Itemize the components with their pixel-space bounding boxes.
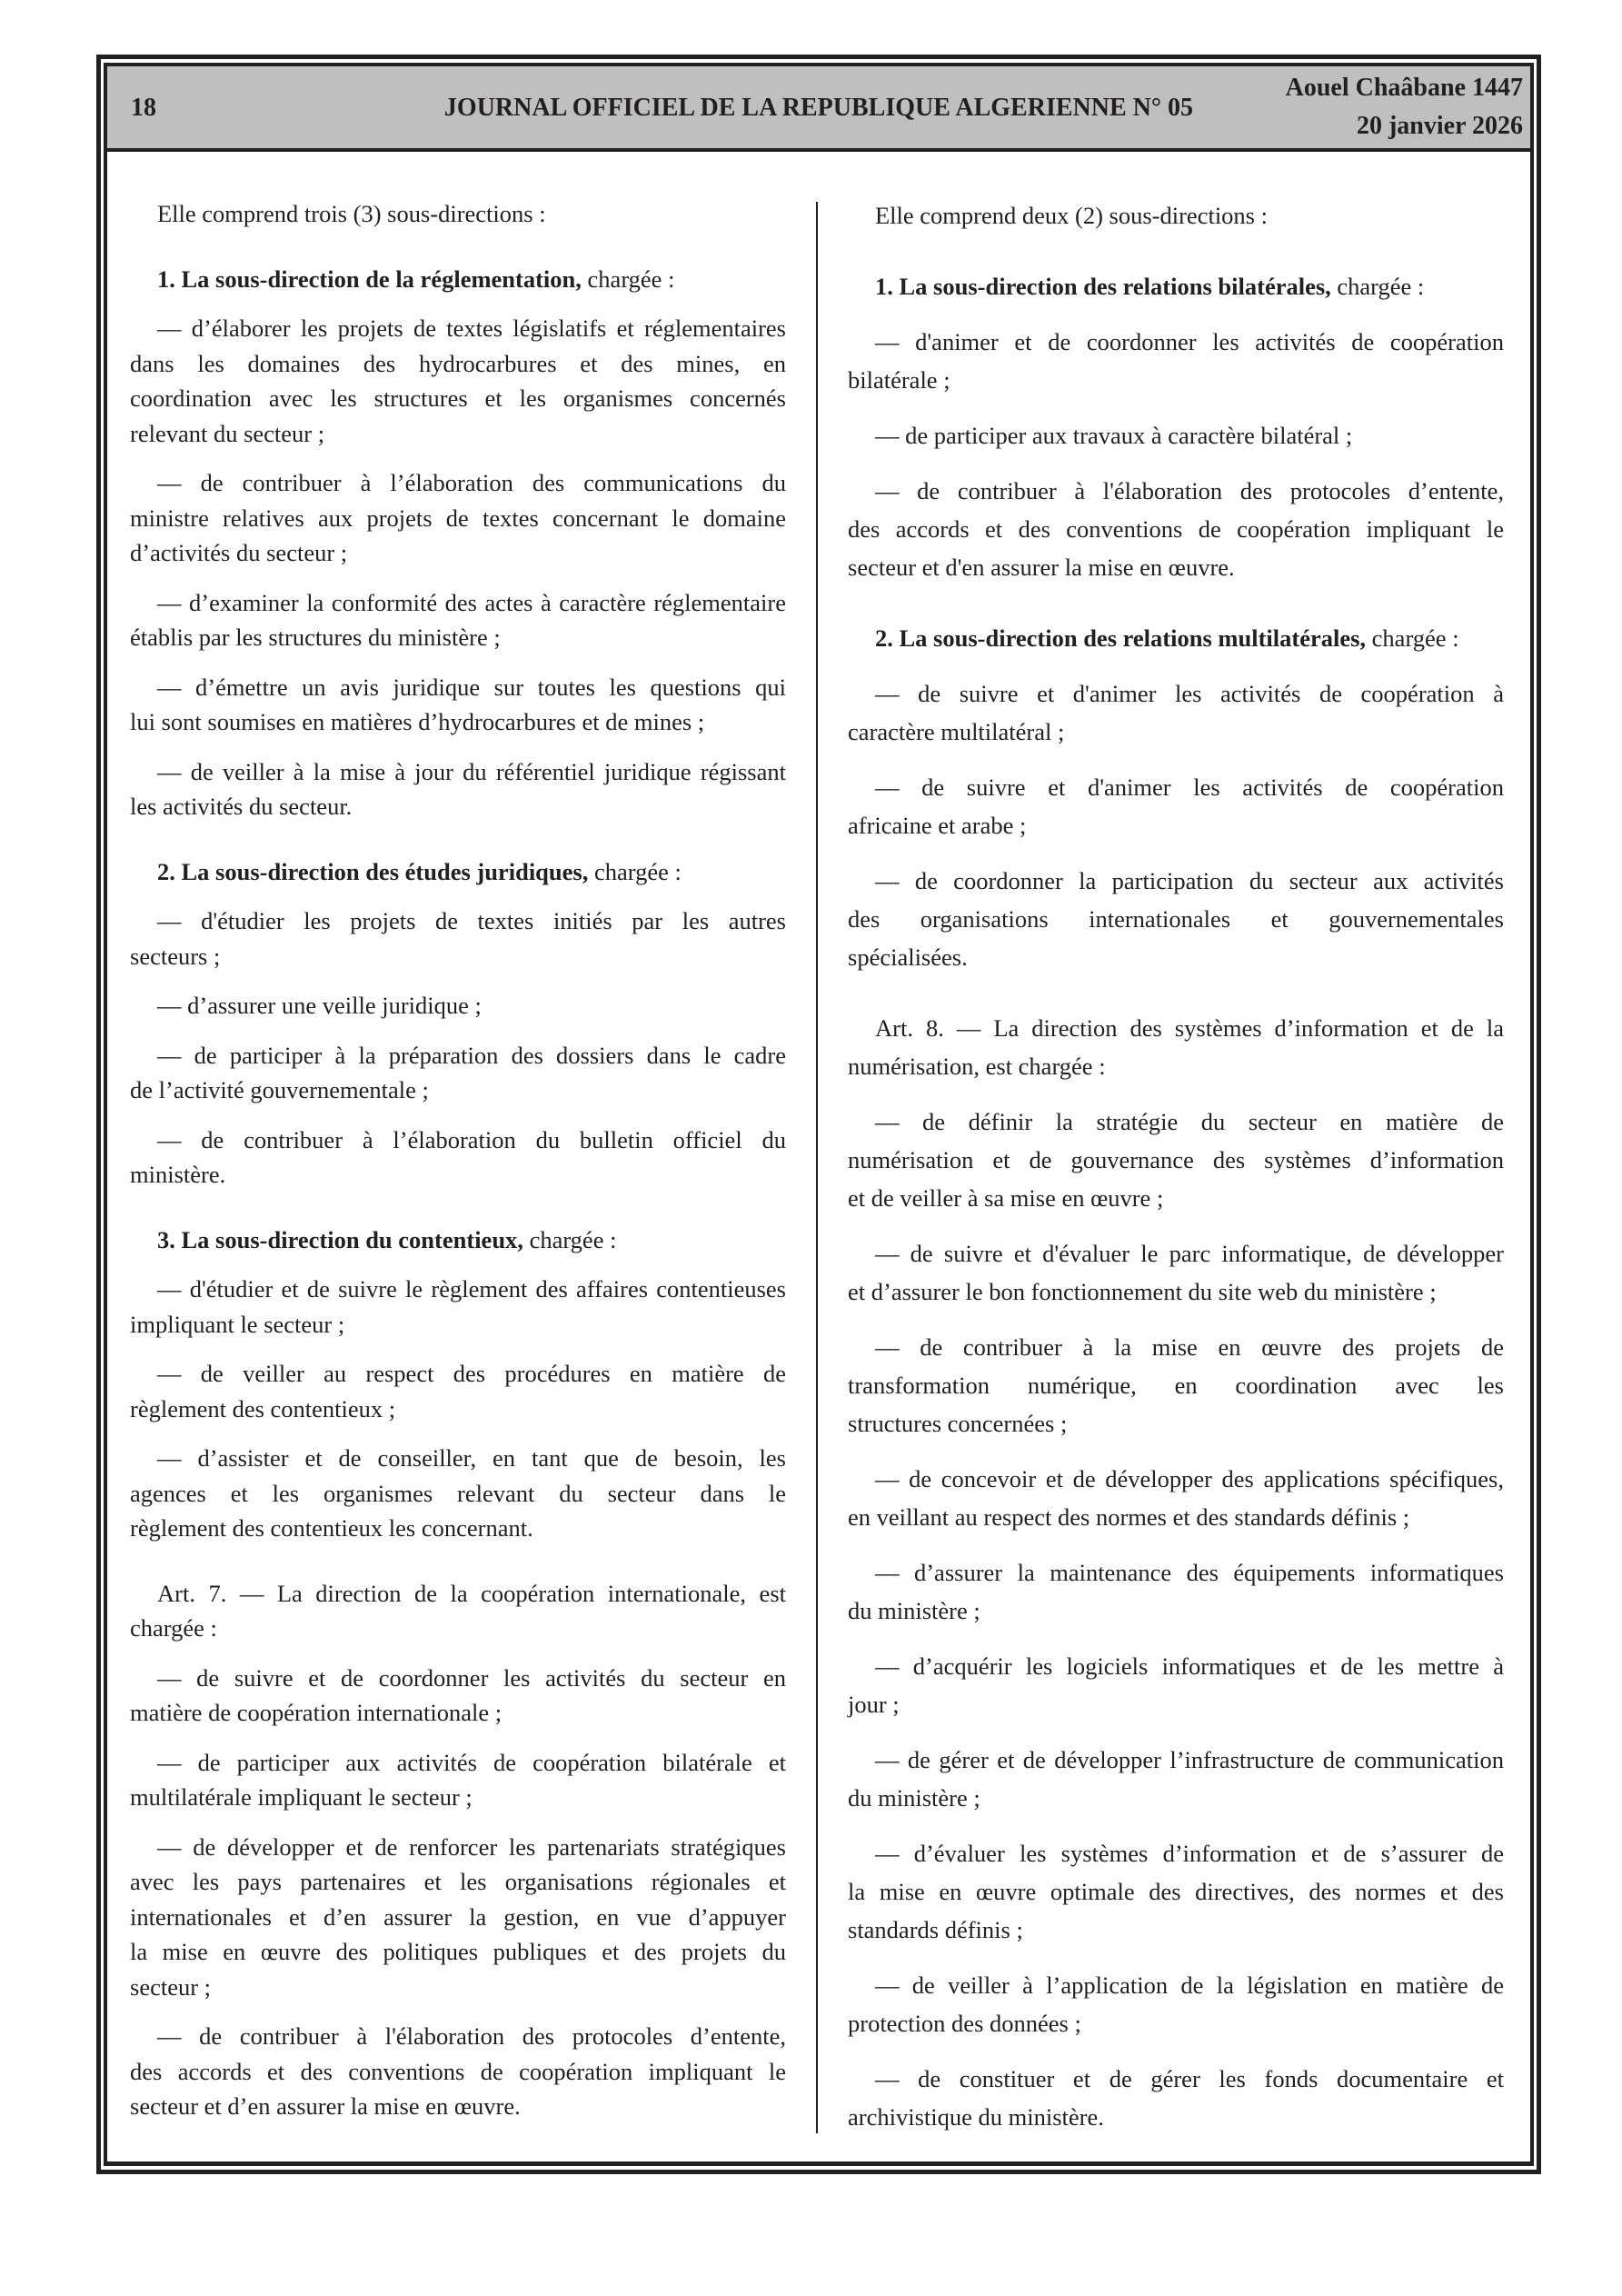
text-line [130,1934,786,1970]
line-text: — de contribuer à l’élaboration du bulletin officiel du [157,1125,786,1153]
paragraph [130,465,786,571]
text-line [848,900,1504,938]
text-line [130,535,786,571]
section-heading [130,262,786,297]
heading-suffix: chargée : [588,857,682,885]
line-text: — d’assurer la maintenance des équipements informatiques [875,1559,1504,1586]
line-text: — d’examiner la conformité des actes à caractère réglementaire [157,588,786,616]
paragraph [848,1234,1504,1311]
line-text: la mise en œuvre des politiques publiques et des projets du [130,1938,786,1965]
line-text: — de participer aux activités de coopération bilatérale et [157,1748,786,1776]
text-line [848,1460,1504,1498]
line-text: les activités du secteur. [130,793,353,820]
text-line [130,988,786,1023]
paragraph [848,323,1504,399]
text-line [848,1179,1504,1217]
hijri-date: Aouel Chaâbane 1447 [1285,74,1523,102]
text-line [130,1576,786,1612]
line-text: en veillant au respect des normes et des standards définis ; [848,1503,1410,1531]
line-text: — d'étudier et de suivre le règlement des affaires contentieuses [157,1275,786,1303]
line-text: — d’acquérir les logiciels informatiques et de les mettre à [875,1652,1504,1680]
paragraph [130,196,786,232]
text-line [848,548,1504,586]
line-text: Elle comprend trois (3) sous-directions : [157,200,546,227]
heading-suffix: chargée : [581,265,675,293]
paragraph [848,1460,1504,1536]
text-line [848,1647,1504,1685]
paragraph [848,1103,1504,1217]
text-line [848,1872,1504,1911]
text-line [848,938,1504,976]
text-line [848,1047,1504,1085]
text-line [848,2004,1504,2042]
text-line [130,1272,786,1307]
text-line [130,1223,786,1258]
line-text: transformation numérique, en coordination avec les [848,1372,1504,1399]
text-line [130,585,786,621]
page-number: 18 [131,94,156,122]
text-line [130,704,786,740]
paragraph [130,1745,786,1815]
paragraph [130,754,786,824]
line-text: — de contribuer à l’élaboration des communications du [157,469,786,496]
line-text: caractère multilatéral ; [848,718,1065,745]
line-text: — de concevoir et de développer des applications spécifiques, [875,1465,1504,1492]
line-text: dans les domaines des hydrocarbures et des mines, en [130,349,786,377]
section-heading [130,854,786,890]
text-line [848,806,1504,844]
text-line [848,196,1504,235]
paragraph [130,1441,786,1546]
text-line [130,1123,786,1158]
heading-suffix: chargée : [1366,624,1459,652]
paragraph [130,1038,786,1108]
text-line [130,1661,786,1696]
text-line [130,381,786,416]
text-line [848,619,1504,657]
paragraph [130,1661,786,1731]
section-heading [848,267,1504,305]
article-paragraph [848,1009,1504,1085]
line-text: — d'animer et de coordonner les activités de coopération [875,328,1504,355]
line-text: — de veiller à la mise à jour du référentiel juridique régissant [157,757,786,785]
text-line [130,196,786,232]
text-line [130,501,786,536]
paragraph [130,1123,786,1193]
line-text: — d’assurer une veille juridique ; [157,992,482,1019]
text-line [130,1611,786,1646]
text-line [130,903,786,939]
text-line [848,1328,1504,1366]
text-line [130,1830,786,1865]
line-text: de l’activité gouvernementale ; [130,1076,429,1103]
text-line [130,754,786,790]
line-text: protection des données ; [848,2010,1081,2037]
text-line [848,1741,1504,1779]
text-line [848,472,1504,510]
text-line [130,346,786,382]
text-line [130,1073,786,1108]
text-line [848,510,1504,548]
line-text: — de contribuer à la mise en œuvre des projets de [875,1333,1504,1361]
text-line [130,1695,786,1731]
line-text: et de veiller à sa mise en œuvre ; [848,1184,1164,1212]
text-line [848,267,1504,305]
text-line [130,1780,786,1815]
paragraph [848,768,1504,844]
heading-title: 1. La sous-direction des relations bilatérales, [875,273,1331,300]
text-line [848,1592,1504,1630]
line-text: la mise en œuvre optimale des directives, des normes et des [848,1878,1504,1905]
section-heading [848,619,1504,657]
line-text: — d’élaborer les projets de textes législatifs et réglementaires [157,314,786,342]
gregorian-date: 20 janvier 2026 [1356,112,1523,140]
journal-title: JOURNAL OFFICIEL DE LA REPUBLIQUE ALGERIENNE N° 05 [443,94,1194,122]
article-paragraph [130,1576,786,1646]
text-line [848,1553,1504,1592]
text-line [130,465,786,501]
text-line [130,789,786,824]
line-text: archivistique du ministère. [848,2103,1104,2131]
text-line [848,768,1504,806]
line-text: secteurs ; [130,942,221,970]
line-text: africaine et arabe ; [848,812,1027,839]
text-line [130,416,786,452]
text-line [848,1966,1504,2004]
text-line [848,674,1504,713]
text-line [130,311,786,346]
line-text: d’activités du secteur ; [130,539,348,566]
paragraph [130,1356,786,1426]
text-line [848,1498,1504,1536]
line-text: Elle comprend deux (2) sous-directions : [875,202,1268,229]
text-line [848,1273,1504,1311]
line-text: — de contribuer à l'élaboration des protocoles d’entente, [875,477,1504,504]
line-text: — d'étudier les projets de textes initiés par les autres [157,907,786,934]
text-line [848,1366,1504,1404]
line-text: — de suivre et d'évaluer le parc informatique, de développer [875,1240,1504,1267]
text-line [848,416,1504,454]
line-text: — de gérer et de développer l’infrastructure de communication [875,1746,1504,1773]
line-text: agences et les organismes relevant du secteur dans le [130,1479,786,1507]
paragraph [848,1966,1504,2042]
line-text: Art. 7. — La direction de la coopération internationale, est [157,1579,786,1607]
heading-title: 1. La sous-direction de la réglementation, [157,265,582,293]
text-line [130,1511,786,1546]
paragraph [130,988,786,1023]
line-text: des organisations internationales et gouvernementales [848,905,1504,933]
text-line [848,1911,1504,1949]
text-line [130,262,786,297]
paragraph [130,1272,786,1342]
line-text: avec les pays partenaires et les organisations régionales et [130,1868,786,1895]
line-text: du ministère ; [848,1784,980,1812]
text-line [130,1441,786,1476]
line-text: lui sont soumises en matières d’hydrocarbures et de mines ; [130,708,705,735]
journal-header [107,66,1530,152]
paragraph [848,196,1504,235]
text-line [130,1356,786,1392]
text-line [848,713,1504,751]
heading-title: 3. La sous-direction du contentieux, [157,1225,523,1253]
line-text: — de définir la stratégie du secteur en matière de [875,1108,1504,1135]
line-text: règlement des contentieux ; [130,1394,396,1423]
column-divider [816,202,818,2133]
line-text: — de participer aux travaux à caractère bilatéral ; [875,422,1353,449]
line-text: du ministère ; [848,1597,980,1624]
line-text: secteur et d'en assurer la mise en œuvre. [848,554,1235,581]
text-line [130,2089,786,2124]
line-text: — de constituer et de gérer les fonds documentaire et [875,2065,1504,2092]
text-line [130,1392,786,1427]
text-line [848,1141,1504,1179]
text-line [848,2098,1504,2136]
heading-title: 2. La sous-direction des études juridiques, [157,857,589,885]
line-text: chargée : [130,1614,217,1642]
line-text: impliquant le secteur ; [130,1310,345,1338]
text-line [130,1038,786,1073]
paragraph [130,2019,786,2124]
line-text: — d’assister et de conseiller, en tant que de besoin, les [157,1444,786,1472]
text-line [130,1970,786,2005]
line-text: règlement des contentieux les concernant. [130,1514,533,1542]
left-column [130,196,786,2124]
text-line [848,1009,1504,1047]
line-text: établis par les structures du ministère ; [130,624,501,651]
text-line [130,1745,786,1781]
line-text: numérisation, est chargée : [848,1053,1106,1080]
paragraph [130,1830,786,2005]
line-text: multilatérale impliquant le secteur ; [130,1783,473,1811]
paragraph [848,674,1504,751]
section-heading [130,1223,786,1258]
paragraph [130,670,786,740]
paragraph [848,416,1504,454]
line-text: secteur ; [130,1972,212,2001]
line-text: et d’assurer le bon fonctionnement du site web du ministère ; [848,1278,1437,1305]
heading-suffix: chargée : [522,1225,617,1253]
text-line [848,361,1504,399]
text-line [130,854,786,890]
text-line [848,323,1504,361]
paragraph [848,862,1504,976]
paragraph [848,1834,1504,1949]
line-text: — de contribuer à l'élaboration des protocoles d’entente, [157,2022,786,2050]
line-text: internationales et d’en assurer la gestion, en vue d’appuyer [130,1902,786,1931]
paragraph [848,1328,1504,1442]
line-text: — de développer et de renforcer les partenariats stratégiques [157,1832,786,1861]
text-line [848,1103,1504,1141]
line-text: — de suivre et d'animer les activités de coopération [875,774,1504,801]
line-text: relevant du secteur ; [130,419,325,447]
paragraph [130,311,786,451]
paragraph [848,472,1504,586]
line-text: spécialisées. [848,943,968,971]
heading-title: 2. La sous-direction des relations multilatérales, [875,624,1367,652]
text-line [848,1404,1504,1442]
text-line [130,2019,786,2054]
paragraph [848,1647,1504,1723]
line-text: Art. 8. — La direction des systèmes d’information et de la [875,1014,1504,1042]
text-line [130,1307,786,1343]
line-text: des accords et des conventions de coopération impliquant le [130,2057,786,2085]
line-text: — de participer à la préparation des dossiers dans le cadre [157,1041,786,1069]
line-text: — de veiller à l’application de la législation en matière de [875,1972,1504,1999]
line-text: — de suivre et de coordonner les activités du secteur en [157,1663,786,1692]
line-text: ministre relatives aux projets de textes concernant le domaine [130,504,786,532]
line-text: structures concernées ; [848,1410,1068,1437]
line-text: matière de coopération internationale ; [130,1699,503,1726]
paragraph [130,585,786,655]
line-text: jour ; [848,1691,900,1718]
paragraph [848,2060,1504,2136]
text-line [848,2060,1504,2098]
paragraph [848,1553,1504,1630]
text-line [848,1234,1504,1273]
text-line [848,1779,1504,1817]
text-line [130,1476,786,1512]
line-text: — de veiller au respect des procédures en matière de [157,1360,786,1387]
line-text: — d’émettre un avis juridique sur toutes les questions qui [157,673,786,701]
line-text: des accords et des conventions de coopération impliquant le [848,515,1504,543]
text-line [130,620,786,655]
text-line [130,1900,786,1935]
line-text: coordination avec les structures et les organismes concernés [130,384,786,412]
paragraph [130,903,786,973]
line-text: numérisation et de gouvernance des systèmes d’information [848,1146,1504,1173]
text-line [130,670,786,705]
line-text: — d’évaluer les systèmes d’information et de s’assurer de [875,1840,1504,1867]
text-line [130,2054,786,2090]
heading-suffix: chargée : [1330,273,1425,300]
text-line [848,1685,1504,1723]
text-line [848,862,1504,900]
text-line [130,1864,786,1900]
line-text: secteur et d’en assurer la mise en œuvre. [130,2092,521,2120]
line-text: — de coordonner la participation du secteur aux activités [875,867,1504,894]
line-text: ministère. [130,1161,226,1188]
text-line [848,1834,1504,1872]
right-column [848,196,1504,2136]
line-text: standards définis ; [848,1916,1023,1943]
line-text: — de suivre et d'animer les activités de coopération à [875,680,1504,707]
paragraph [848,1741,1504,1817]
line-text: bilatérale ; [848,366,950,394]
text-line [130,1157,786,1193]
text-line [130,939,786,974]
